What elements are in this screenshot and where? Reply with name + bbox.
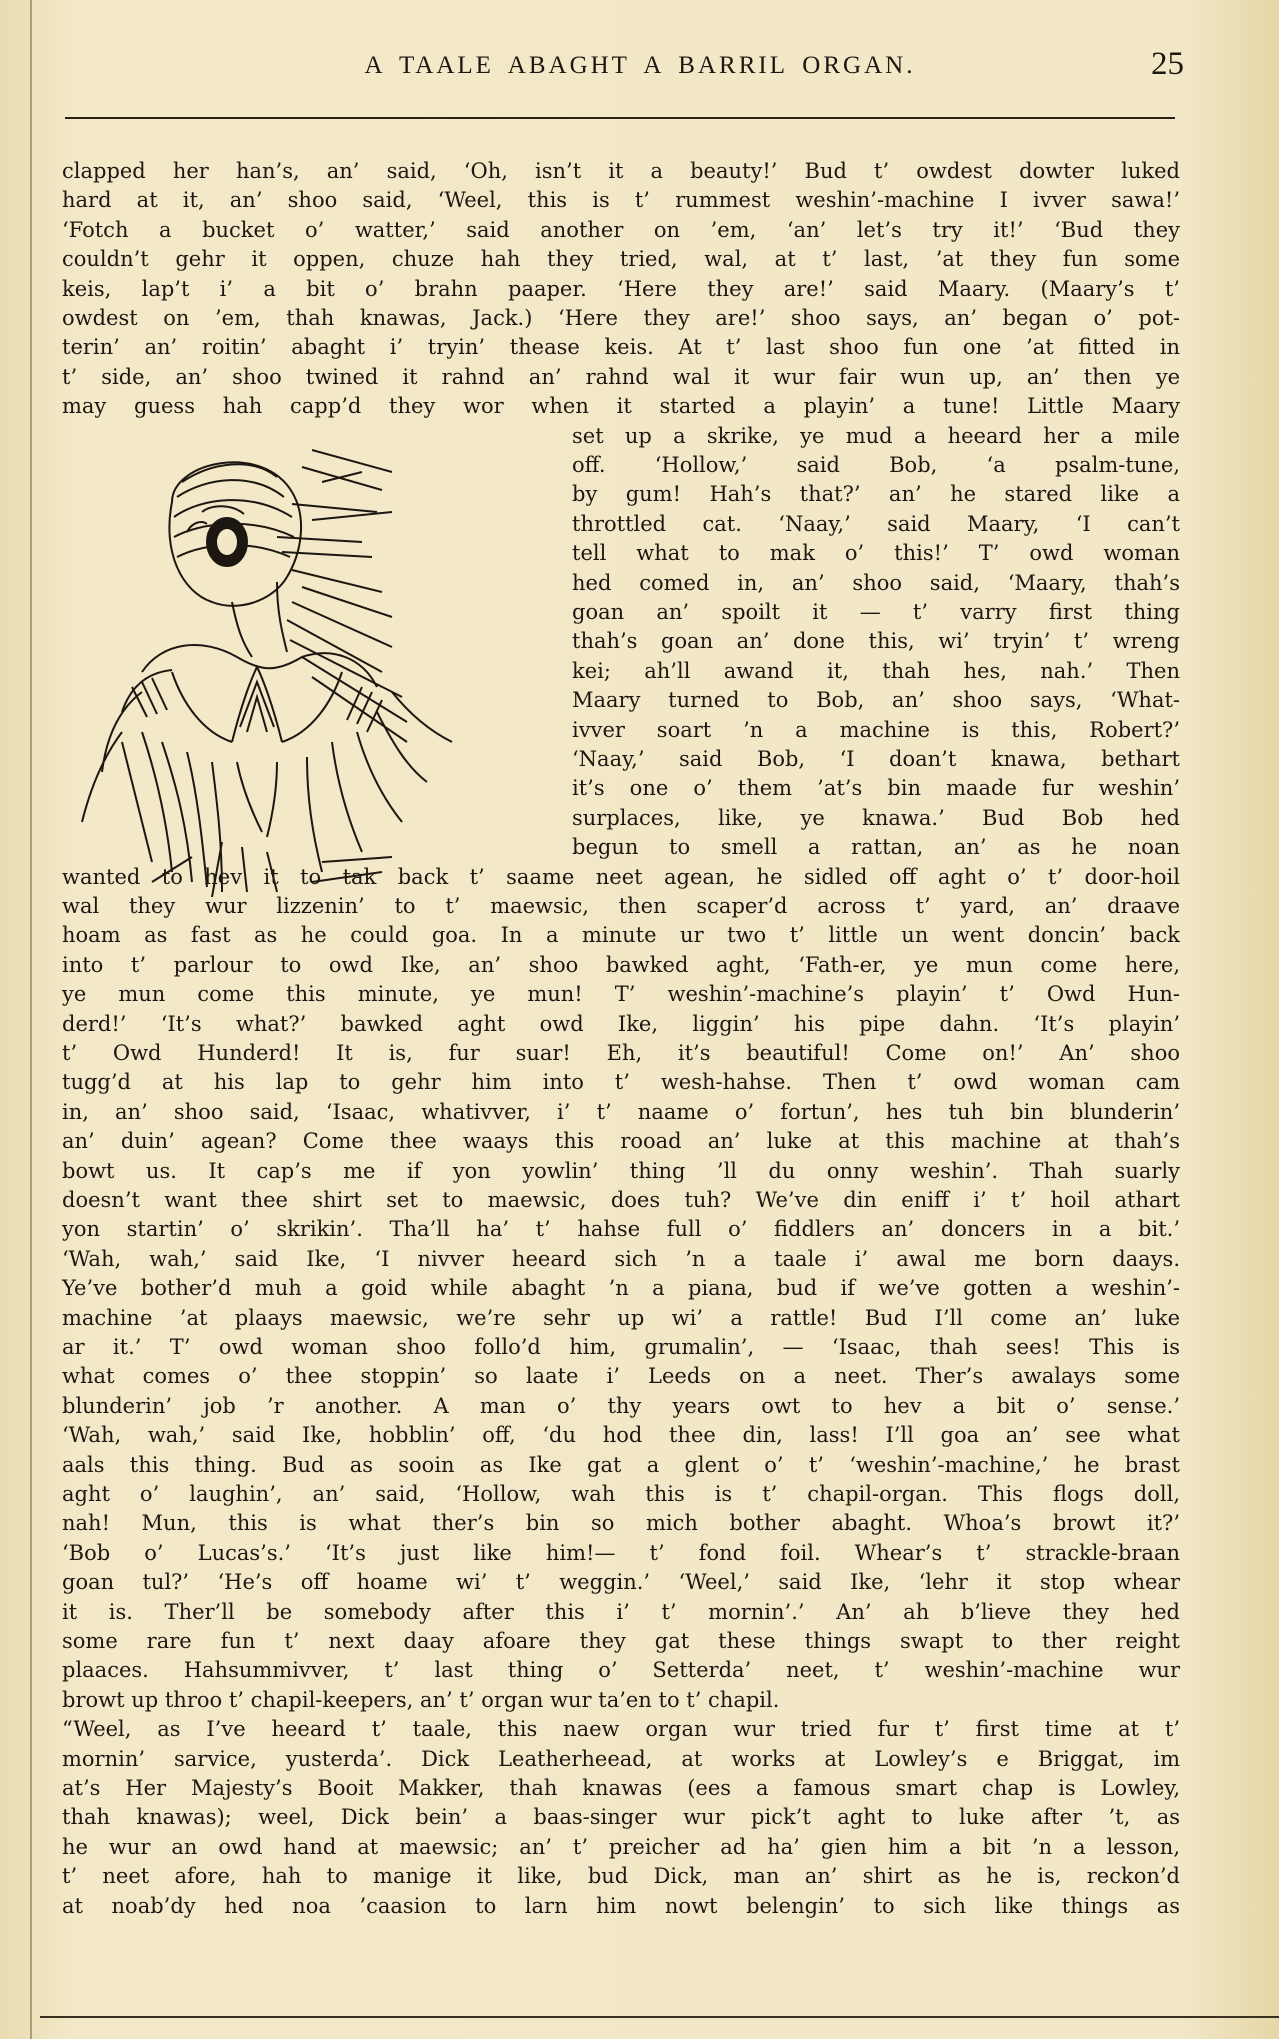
- text-line: wal they wur lizzenin’ to t’ maewsic, then scaper’d across t’ yard, an’ draave: [62, 894, 1180, 918]
- text-line: aght o’ laughin’, an’ said, ‘Hollow, wah this is t’ chapil-organ. This flogs doll,: [62, 1482, 1180, 1506]
- text-line: goan tul?’ ‘He’s off hoame wi’ t’ weggin.’ ‘Weel,’ said Ike, ‘lehr it stop whear: [62, 1570, 1180, 1595]
- text-line: “Weel, as I’ve heeard t’ taale, this naew organ wur tried fur t’ first time at t’: [62, 1717, 1180, 1742]
- text-line: set up a skrike, ye mud a heeard her a mile: [572, 423, 1180, 448]
- text-line: browt up throo t’ chapil-keepers, an’ t’ organ wur ta’en to t’ chapil.: [62, 1687, 780, 1712]
- text-line: may guess hah capp’d they wor when it started a playin’ a tune! Little Maary: [62, 394, 1180, 419]
- text-line: couldn’t gehr it oppen, chuze hah they tried, wal, at t’ last, ’at they fun some: [62, 247, 1180, 272]
- page-number: 25: [1151, 46, 1184, 82]
- text-line: keis, lap’t i’ a bit o’ brahn paaper. ‘Here they are!’ said Maary. (Maary’s t’: [62, 276, 1180, 301]
- text-line: ‘Wah, wah,’ said Ike, ‘I nivver heeard sich ’n a taale i’ awal me born daays.: [62, 1246, 1180, 1271]
- running-title: A TAALE ABAGHT A BARRIL ORGAN.: [364, 52, 916, 79]
- text-line: bowt us. It cap’s me if yon yowlin’ thing ’ll du onny weshin’. Thah suarly: [62, 1158, 1180, 1183]
- text-line: Ye’ve bother’d muh a goid while abaght ’n a piana, bud if we’ve gotten a weshin’-: [62, 1276, 1180, 1301]
- text-line: hoam as fast as he could goa. In a minute ur two t’ little un went doncin’ back: [62, 923, 1180, 948]
- text-line: what comes o’ thee stoppin’ so laate i’ Leeds on a neet. Ther’s awalays some: [62, 1364, 1180, 1389]
- text-line: mornin’ sarvice, yusterda’. Dick Leatherheead, at works at Lowley’s e Briggat, im: [62, 1746, 1180, 1771]
- page-gutter-rule: [30, 0, 32, 2039]
- text-line: ye mun come this minute, ye mun! T’ weshin’-machine’s playin’ t’ Owd Hun-: [62, 982, 1180, 1007]
- text-line: t’ Owd Hunderd! It is, fur suar! Eh, it’s beautiful! Come on!’ An’ shoo: [62, 1041, 1180, 1065]
- text-line: he wur an owd hand at maewsic; an’ t’ preicher ad ha’ gien him a bit ’n a lesson,: [62, 1834, 1180, 1859]
- text-line: derd!’ ‘It’s what?’ bawked aght owd Ike, liggin’ his pipe dahn. ‘It’s playin’: [62, 1011, 1180, 1036]
- bottom-rule: [40, 2016, 1279, 2018]
- text-line: by gum! Hah’s that?’ an’ he stared like a: [572, 482, 1180, 507]
- text-line: thah’s goan an’ done this, wi’ tryin’ t’ wreng: [572, 629, 1180, 654]
- text-line: kei; ah’ll awand it, thah hes, nah.’ Then: [572, 658, 1180, 683]
- text-line: goan an’ spoilt it — t’ varry first thing: [572, 600, 1180, 624]
- text-line: into t’ parlour to owd Ike, an’ shoo bawked aght, ‘Fath-er, ye mun come here,: [62, 952, 1180, 977]
- text-line: tell what to mak o’ this!’ T’ owd woman: [572, 541, 1180, 566]
- text-line: ‘Fotch a bucket o’ watter,’ said another on ’em, ‘an’ let’s try it!’ ‘Bud they: [62, 217, 1180, 242]
- text-line: ‘Wah, wah,’ said Ike, hobblin’ off, ‘du hod thee din, lass! I’ll goa an’ see what: [62, 1423, 1180, 1448]
- text-line: an’ duin’ agean? Come thee waays this rooad an’ luke at this machine at thah’s: [62, 1129, 1180, 1154]
- text-line: hed comed in, an’ shoo said, ‘Maary, thah’s: [572, 570, 1180, 595]
- text-line: ‘Bob o’ Lucas’s.’ ‘It’s just like him!— t’ fond foil. Whear’s t’ strackle-braan: [62, 1540, 1180, 1565]
- text-line: yon startin’ o’ skrikin’. Tha’ll ha’ t’ hahse full o’ fiddlers an’ doncers in a bit.’: [62, 1217, 1180, 1242]
- text-line: it is. Ther’ll be somebody after this i’ t’ mornin’.’ An’ ah b’lieve they hed: [62, 1599, 1180, 1624]
- text-line: blunderin’ job ’r another. A man o’ thy years owt to hev a bit o’ sense.’: [62, 1393, 1180, 1418]
- text-line: ar it.’ T’ owd woman shoo follo’d him, grumalin’, — ‘Isaac, thah sees! This is: [62, 1335, 1180, 1359]
- text-line: wanted to hev it to tak back t’ saame neet agean, he sidled off aght o’ t’ door-hoil: [62, 864, 1180, 889]
- text-line: some rare fun t’ next daay afoare they gat these things swapt to ther reight: [62, 1629, 1180, 1653]
- text-line: it’s one o’ them ’at’s bin maade fur weshin’: [572, 776, 1180, 801]
- text-line: throttled cat. ‘Naay,’ said Maary, ‘I can’t: [572, 511, 1180, 536]
- text-line: in, an’ shoo said, ‘Isaac, whativver, i’ t’ naame o’ fortun’, hes tuh bin blunderin’: [62, 1099, 1180, 1124]
- text-line: Maary turned to Bob, an’ shoo says, ‘What-: [572, 688, 1180, 713]
- text-line: ‘Naay,’ said Bob, ‘I doan’t knawa, bethart: [572, 747, 1180, 771]
- text-line: hard at it, an’ shoo said, ‘Weel, this is t’ rummest weshin’-machine I ivver sawa!’: [62, 188, 1180, 213]
- text-line: plaaces. Hahsummivver, t’ last thing o’ Setterda’ neet, t’ weshin’-machine wur: [62, 1658, 1180, 1683]
- text-line: aals this thing. Bud as sooin as Ike gat a glent o’ t’ ‘weshin’-machine,’ he brast: [62, 1452, 1180, 1477]
- text-line: ivver soart ’n a machine is this, Robert?’: [572, 717, 1180, 742]
- text-line: owdest on ’em, thah knawas, Jack.) ‘Here they are!’ shoo says, an’ began o’ pot-: [62, 306, 1180, 330]
- text-line: machine ’at plaays maewsic, we’re sehr up wi’ a rattle! Bud I’ll come an’ luke: [62, 1305, 1180, 1330]
- text-line: surplaces, like, ye knawa.’ Bud Bob hed: [572, 805, 1180, 830]
- text-line: clapped her han’s, an’ said, ‘Oh, isn’t it a beauty!’ Bud t’ owdest dowter luked: [62, 159, 1180, 183]
- text-line: terin’ an’ roitin’ abaght i’ tryin’ thease keis. At t’ last shoo fun one ’at fitted in: [62, 335, 1180, 360]
- text-line: off. ‘Hollow,’ said Bob, ‘a psalm-tune,: [572, 453, 1180, 477]
- text-line: t’ side, an’ shoo twined it rahnd an’ rahnd wal it wur fair wun up, an’ then ye: [62, 364, 1180, 389]
- text-line: nah! Mun, this is what ther’s bin so mich bother abaght. Whoa’s browt it?’: [62, 1511, 1180, 1536]
- text-line: begun to smell a rattan, an’ as he noan: [572, 835, 1180, 860]
- screaming-figure-engraving: [62, 442, 562, 897]
- text-line: at’s Her Majesty’s Booit Makker, thah knawas (ees a famous smart chap is Lowley,: [62, 1776, 1180, 1800]
- text-line: thah knawas); weel, Dick bein’ a baas-singer wur pick’t aght to luke after ’t, as: [62, 1805, 1180, 1830]
- text-line: at noab’dy hed noa ’caasion to larn him nowt belengin’ to sich like things as: [62, 1893, 1180, 1918]
- text-line: t’ neet afore, hah to manige it like, bud Dick, man an’ shirt as he is, reckon’d: [62, 1864, 1180, 1889]
- text-line: doesn’t want thee shirt set to maewsic, does tuh? We’ve din eniff i’ t’ hoil athart: [62, 1188, 1180, 1212]
- text-line: tugg’d at his lap to gehr him into t’ wesh-hahse. Then t’ owd woman cam: [62, 1070, 1180, 1095]
- header-rule: [65, 117, 1175, 119]
